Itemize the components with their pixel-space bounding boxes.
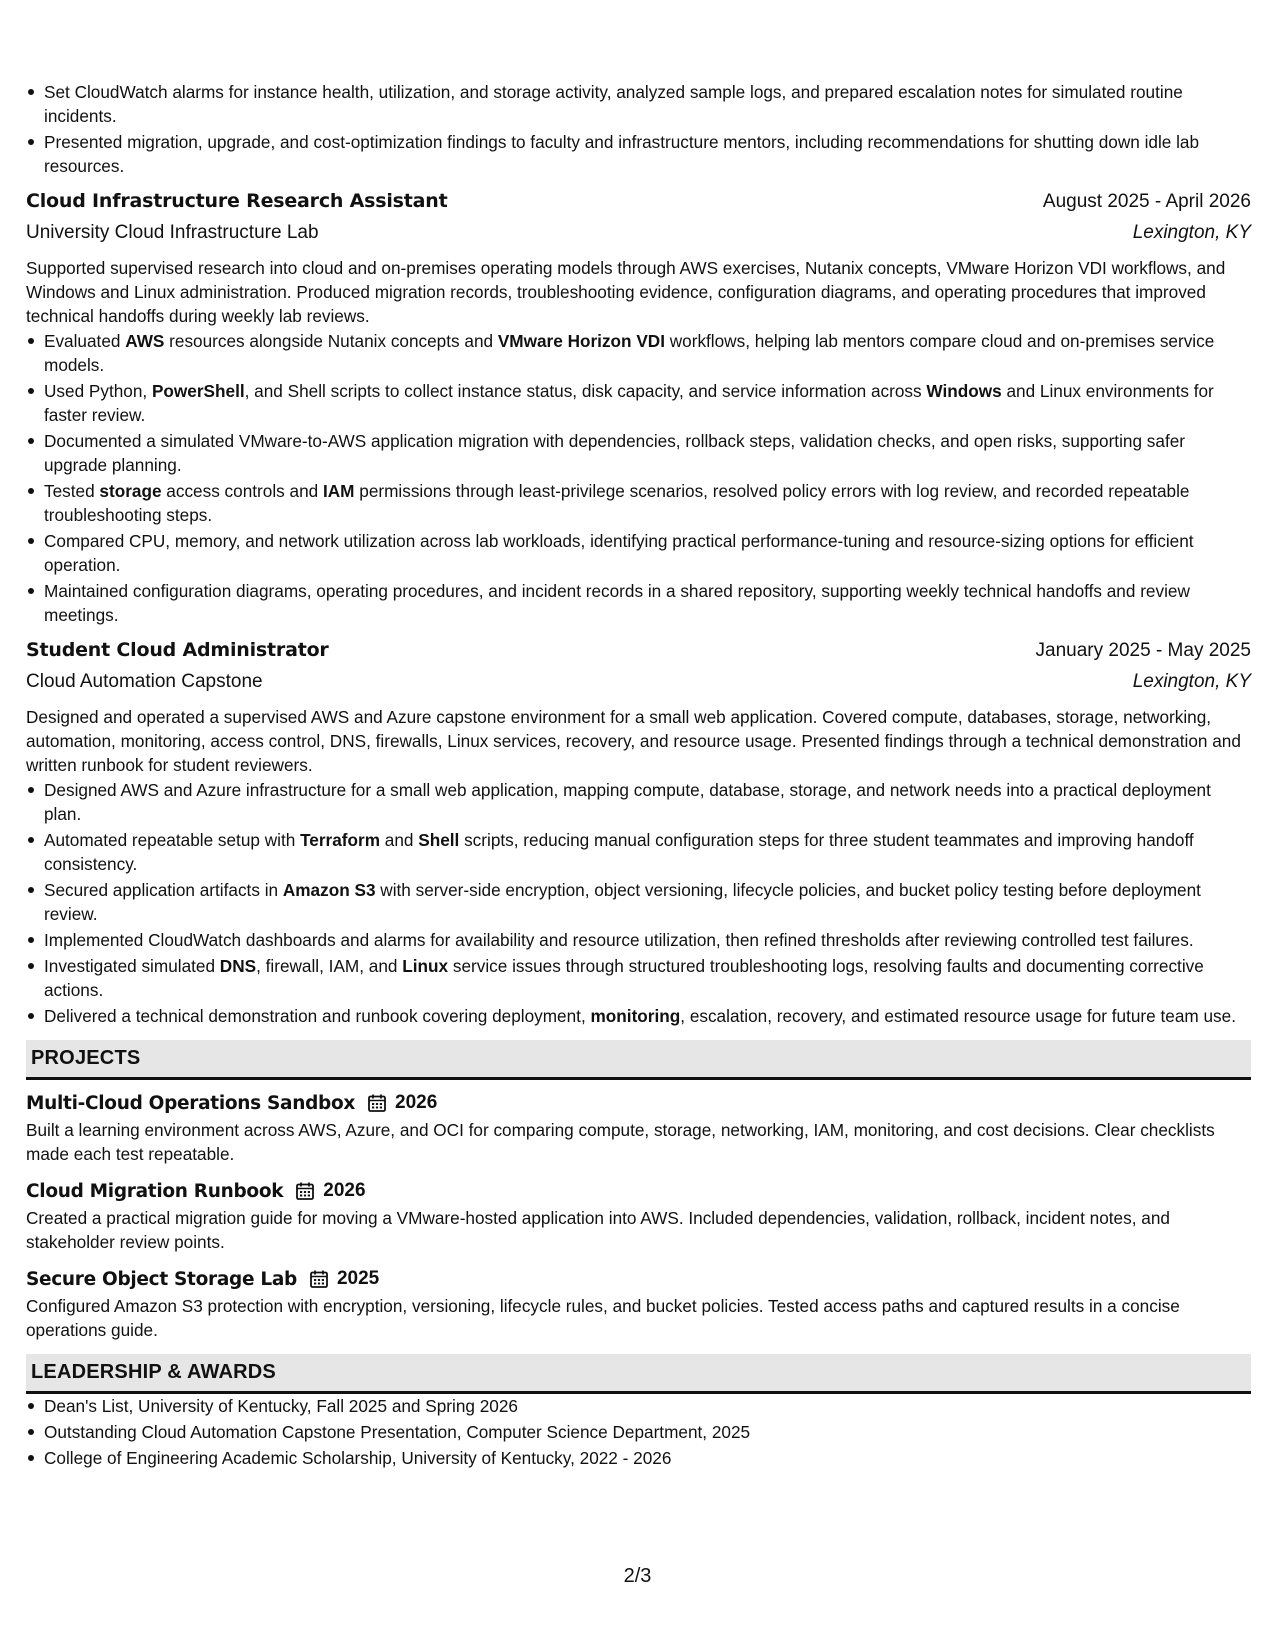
job-summary: Designed and operated a supervised AWS and Azure capstone environment for a small web application. Covered compute, databases, storage, networking, automation, monitoring, access control, DNS, firewalls, Linux services, recovery, and resource usage. Presented findings through a technical demonstration and written runbook for student reviewers. xyxy=(26,707,1241,775)
list-item: College of Engineering Academic Scholarship, University of Kentucky, 2022 - 2026 xyxy=(26,1446,1251,1470)
project-description: Configured Amazon S3 protection with encryption, versioning, lifecycle rules, and bucket policies. Tested access paths and captured results in a concise operations guide. xyxy=(26,1296,1180,1340)
calendar-icon xyxy=(295,1181,315,1201)
job-summary: Supported supervised research into cloud and on-premises operating models through AWS exercises, Nutanix concepts, VMware Horizon VDI workflows, and Windows and Linux administration. Produced migration records, troubleshooting evidence, configuration diagrams, and operating procedures that improved technical handoffs during weekly lab reviews. xyxy=(26,258,1226,326)
list-item: Set CloudWatch alarms for instance health, utilization, and storage activity, analyzed sample logs, and prepared escalation notes for simulated routine incidents. xyxy=(26,80,1251,128)
emphasis-keyword: Linux xyxy=(402,956,449,976)
project-title: Cloud Migration Runbook xyxy=(26,1180,284,1202)
job-title: Student Cloud Administrator xyxy=(26,639,329,661)
list-item: Documented a simulated VMware-to-AWS application migration with dependencies, rollback steps, validation checks, and open risks, supporting safer upgrade planning. xyxy=(26,429,1251,477)
emphasis-keyword: storage xyxy=(99,481,162,501)
job-title: Cloud Infrastructure Research Assistant xyxy=(26,190,448,212)
project-description: Built a learning environment across AWS, Azure, and OCI for comparing compute, storage, networking, IAM, monitoring, and cost decisions. Clear checklists made each test repeatable. xyxy=(26,1120,1215,1164)
emphasis-keyword: PowerShell xyxy=(151,381,245,401)
list-item: Used Python, PowerShell, and Shell scripts to collect instance status, disk capacity, and service information across Windows and Linux environments for faster review. xyxy=(26,379,1251,427)
list-item: Evaluated AWS resources alongside Nutanix concepts and VMware Horizon VDI workflows, helping lab mentors compare cloud and on-premises service models. xyxy=(26,329,1251,377)
list-item: Tested storage access controls and IAM permissions through least-privilege scenarios, resolved policy errors with log review, and recorded repeatable troubleshooting steps. xyxy=(26,479,1251,527)
section-title: LEADERSHIP & AWARDS xyxy=(31,1361,276,1383)
emphasis-keyword: Amazon S3 xyxy=(282,880,376,900)
list-item: Designed AWS and Azure infrastructure for a small web application, mapping compute, database, storage, and network needs into a practical deployment plan. xyxy=(26,778,1251,826)
leadership-section-heading xyxy=(26,1354,1251,1394)
emphasis-keyword: Shell xyxy=(418,830,460,850)
job-bullets xyxy=(26,778,1251,1028)
emphasis-keyword: Windows xyxy=(926,381,1002,401)
job-entry xyxy=(26,639,1251,1028)
projects-list xyxy=(26,1088,1251,1342)
calendar-icon xyxy=(309,1269,329,1289)
resume-page xyxy=(26,80,1251,1472)
job-location: Lexington, KY xyxy=(1132,671,1251,692)
job-dates: January 2025 - May 2025 xyxy=(1035,640,1251,661)
list-item: Maintained configuration diagrams, operating procedures, and incident records in a shared repository, supporting weekly technical handoffs and review meetings. xyxy=(26,579,1251,627)
job-bullets xyxy=(26,329,1251,627)
emphasis-keyword: VMware Horizon VDI xyxy=(497,331,665,351)
calendar-icon xyxy=(367,1093,387,1113)
project-entry xyxy=(26,1088,1251,1166)
list-item: Investigated simulated DNS, firewall, IAM, and Linux service issues through structured troubleshooting logs, resolving faults and documenting corrective actions. xyxy=(26,954,1251,1002)
projects-section-heading xyxy=(26,1040,1251,1080)
emphasis-keyword: DNS xyxy=(219,956,257,976)
list-item: Compared CPU, memory, and network utilization across lab workloads, identifying practical performance-tuning and resource-sizing options for efficient operation. xyxy=(26,529,1251,577)
emphasis-keyword: monitoring xyxy=(590,1006,681,1026)
project-description: Created a practical migration guide for moving a VMware-hosted application into AWS. Included dependencies, validation, rollback, incident notes, and stakeholder review points. xyxy=(26,1208,1170,1252)
emphasis-keyword: IAM xyxy=(322,481,355,501)
list-item: Implemented CloudWatch dashboards and alarms for availability and resource utilization, then refined thresholds after reviewing controlled test failures. xyxy=(26,928,1251,952)
list-item: Outstanding Cloud Automation Capstone Presentation, Computer Science Department, 2025 xyxy=(26,1420,1251,1444)
previous-job-bullets xyxy=(26,80,1251,178)
emphasis-keyword: Terraform xyxy=(300,830,380,850)
project-title: Secure Object Storage Lab xyxy=(26,1268,297,1290)
project-year: 2026 xyxy=(323,1180,366,1201)
project-year: 2026 xyxy=(395,1092,438,1113)
project-entry xyxy=(26,1264,1251,1342)
list-item: Delivered a technical demonstration and runbook covering deployment, monitoring, escalation, recovery, and estimated resource usage for future team use. xyxy=(26,1004,1251,1028)
emphasis-keyword: AWS xyxy=(125,331,165,351)
project-title: Multi-Cloud Operations Sandbox xyxy=(26,1092,356,1114)
page-number: 2/3 xyxy=(623,1565,652,1587)
project-entry xyxy=(26,1176,1251,1254)
list-item: Dean's List, University of Kentucky, Fall 2025 and Spring 2026 xyxy=(26,1394,1251,1418)
section-title: PROJECTS xyxy=(31,1047,141,1069)
project-year: 2025 xyxy=(336,1268,380,1289)
list-item: Secured application artifacts in Amazon S3 with server-side encryption, object versioning, lifecycle policies, and bucket policy testing before deployment review. xyxy=(26,878,1251,926)
job-dates: August 2025 - April 2026 xyxy=(1042,191,1251,212)
list-item: Presented migration, upgrade, and cost-optimization findings to faculty and infrastructure mentors, including recommendations for shutting down idle lab resources. xyxy=(26,130,1251,178)
job-location: Lexington, KY xyxy=(1132,222,1251,243)
job-organization: Cloud Automation Capstone xyxy=(26,671,263,692)
job-organization: University Cloud Infrastructure Lab xyxy=(26,222,319,243)
job-entry xyxy=(26,190,1251,627)
list-item: Automated repeatable setup with Terraform and Shell scripts, reducing manual configuration steps for three student teammates and improving handoff consistency. xyxy=(26,828,1251,876)
awards-list xyxy=(26,1394,1251,1470)
